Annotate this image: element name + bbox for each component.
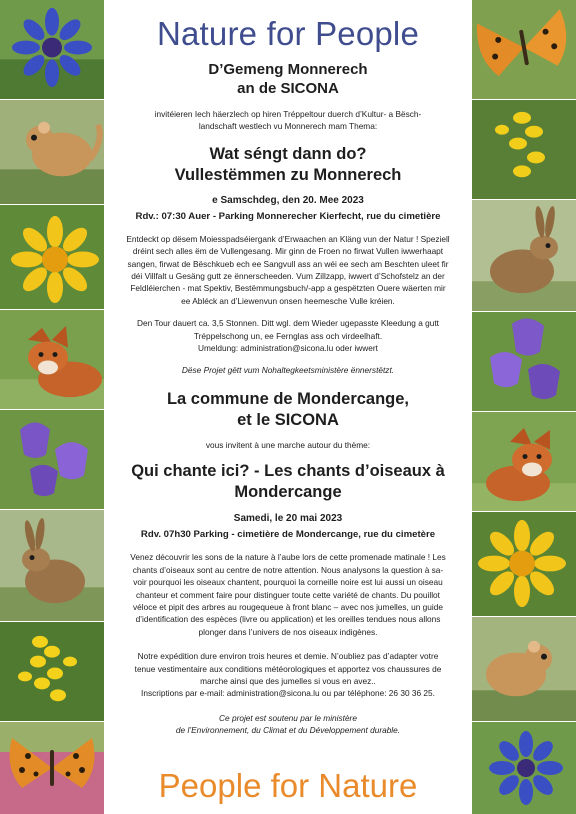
- lux-desc-line: Entdeckt op dësem Moiesspadséiergank d’Erwaachen an Kläng vun der Natur ! Speziell: [126, 233, 450, 244]
- fr-support-line: Ce projet est soutenu par le ministère: [219, 712, 357, 723]
- fritillary-butterfly-photo: [472, 0, 576, 100]
- left-photo-strip: [0, 0, 104, 814]
- lux-desc-line: sangen, firwat de Bëschkueb ech ee Sangvull ass an wéi ee sech am Beschten uleet fir: [127, 258, 449, 269]
- dormouse-photo: [472, 617, 576, 722]
- brown-hare-photo: [472, 200, 576, 312]
- yellow-daisy-photo: [0, 205, 104, 310]
- fr-intro: vous invitent à une marche autour du thème:: [205, 439, 371, 450]
- fr-organizer-line: La commune de Mondercange,: [166, 389, 410, 408]
- fr-tour-line: tenue vestimentaire aux conditions météorologiques et apportez vos chaussures de: [134, 663, 442, 674]
- yellow-broom-photo: [0, 622, 104, 722]
- lux-description: [104, 233, 472, 307]
- fr-support-note: [104, 712, 472, 737]
- fr-desc-line: d’identification des espèces (livre ou application) et les oreilles tendues nous allons: [135, 614, 441, 625]
- fr-title-line: Mondercange: [234, 483, 342, 502]
- yellow-broom-photo: [472, 100, 576, 200]
- fr-tour-line: marche ainsi que des jumelles si vous en avez..: [200, 675, 376, 686]
- lux-tour-line: Den Tour dauert ca. 3,5 Stonnen. Ditt wgl. dem Wieder ugepasste Kleedung a gutt: [137, 318, 439, 329]
- luxembourgish-section: [104, 60, 472, 377]
- lux-support-note: Dëse Projet gëtt vum Nohaltegkeetsministère ënnerstëtzt.: [181, 365, 395, 376]
- right-photo-strip: [472, 0, 576, 814]
- lux-registration-line: Umeldung: administration@sicona.lu oder iwwert: [198, 343, 378, 354]
- red-fox-photo: [472, 412, 576, 512]
- lux-intro-line: invitéieren Iech häerzlech op hiren Tréppeltour duerch d’Kultur- a Bësch-: [154, 109, 422, 119]
- lux-desc-line: dréint sech alles ëm de Vullengesang. Mir ginn de Froen no firwat Vullen iwwerhaapt: [132, 246, 444, 257]
- fr-event-title: [104, 461, 472, 503]
- lux-tour-line: Tréppelschong un, ee Fernglas ass och virdeelhaft.: [193, 330, 383, 341]
- brand-title-top: Nature for People: [156, 15, 420, 52]
- brand-title-bottom: People for Nature: [158, 767, 418, 804]
- fr-desc-line: voir pourquoi les oiseaux chantent, pourquoi la corneille noire est lui aussi un oiseau: [133, 577, 443, 588]
- lux-intro-line: landschaft westlech vu Monnerech mam Thema:: [198, 121, 378, 132]
- fr-desc-line: Venez découvrir les sons de la nature à l’aube lors de cette promenade matinale ! Les: [130, 552, 446, 563]
- lux-organizer: [104, 60, 472, 98]
- lux-event-title: [104, 144, 472, 186]
- fr-meeting-point: Rdv. 07h30 Parking - cimetière de Mondercange, rue du cimetère: [140, 529, 436, 541]
- lux-organizer-line: D’Gemeng Monnerech: [208, 61, 368, 78]
- lux-event-date: e Samschdeg, den 20. Mee 2023: [212, 194, 364, 206]
- lux-tour-info: [104, 317, 472, 354]
- fr-desc-line: chanteur et comment faire pour distinguer toute cette variété de chants. Du pouillot: [136, 589, 440, 600]
- fr-desc-line: chants d’oiseaux sont au centre de notre attention. Nous analysons la question à sa-: [132, 564, 444, 575]
- french-section: [104, 389, 472, 737]
- lux-desc-line: déi Villfalt u Gesäng gutt ze ënnerscheeden. Vum Zillzapp, iwwert d’Schofstelz an der: [131, 271, 445, 282]
- lux-desc-line: Feldléierchen - mat Spektiv, Bestëmmungsbuch/-app a gespëtzten Ouere wäerten mir: [130, 283, 446, 294]
- cornflower-photo: [0, 0, 104, 100]
- lux-intro: [104, 108, 472, 133]
- dormouse-photo: [0, 100, 104, 205]
- brown-hare-photo: [0, 510, 104, 622]
- fr-organizer-line: et le SICONA: [237, 410, 339, 429]
- cornflower-photo: [472, 722, 576, 814]
- flyer-text-column: [104, 0, 472, 814]
- bellflower-photo: [472, 312, 576, 412]
- fr-description: [104, 551, 472, 638]
- fr-organizer: [104, 389, 472, 431]
- red-fox-photo: [0, 310, 104, 410]
- fr-desc-line: plonger dans l’univers de nos oiseaux indigènes.: [198, 626, 378, 637]
- lux-organizer-line: an de SICONA: [237, 80, 339, 97]
- lux-title-line: Wat séngt dann do?: [209, 144, 367, 163]
- lux-title-line: Vullestëmmen zu Monnerech: [174, 165, 402, 184]
- lux-desc-line: ee Abléck an d’Liewenvun onsen heemesche Vulle kréien.: [181, 295, 395, 306]
- fr-desc-line: véloce et pipit des arbres au rougequeue à front blanc – avec nos jumelles, un guide: [133, 601, 443, 612]
- fr-registration-line: Inscriptions par e-mail: administration@sicona.lu ou par téléphone: 26 30 36 25.: [141, 688, 435, 699]
- fr-title-line: Qui chante ici? - Les chants d’oiseaux à: [131, 462, 445, 481]
- fr-tour-line: Notre expédition dure environ trois heures et demie. N’oubliez pas d’adapter votre: [137, 651, 439, 662]
- lux-meeting-point: Rdv.: 07:30 Auer - Parking Monnerecher Kierfecht, rue du cimetière: [135, 210, 441, 222]
- bellflower-photo: [0, 410, 104, 510]
- fr-support-line: de l’Environnement, du Climat et du Développement durable.: [175, 725, 401, 736]
- fr-event-date: Samedi, le 20 mai 2023: [233, 513, 343, 525]
- fritillary-butterfly-photo: [0, 722, 104, 814]
- yellow-daisy-photo: [472, 512, 576, 617]
- fr-tour-info: [104, 650, 472, 700]
